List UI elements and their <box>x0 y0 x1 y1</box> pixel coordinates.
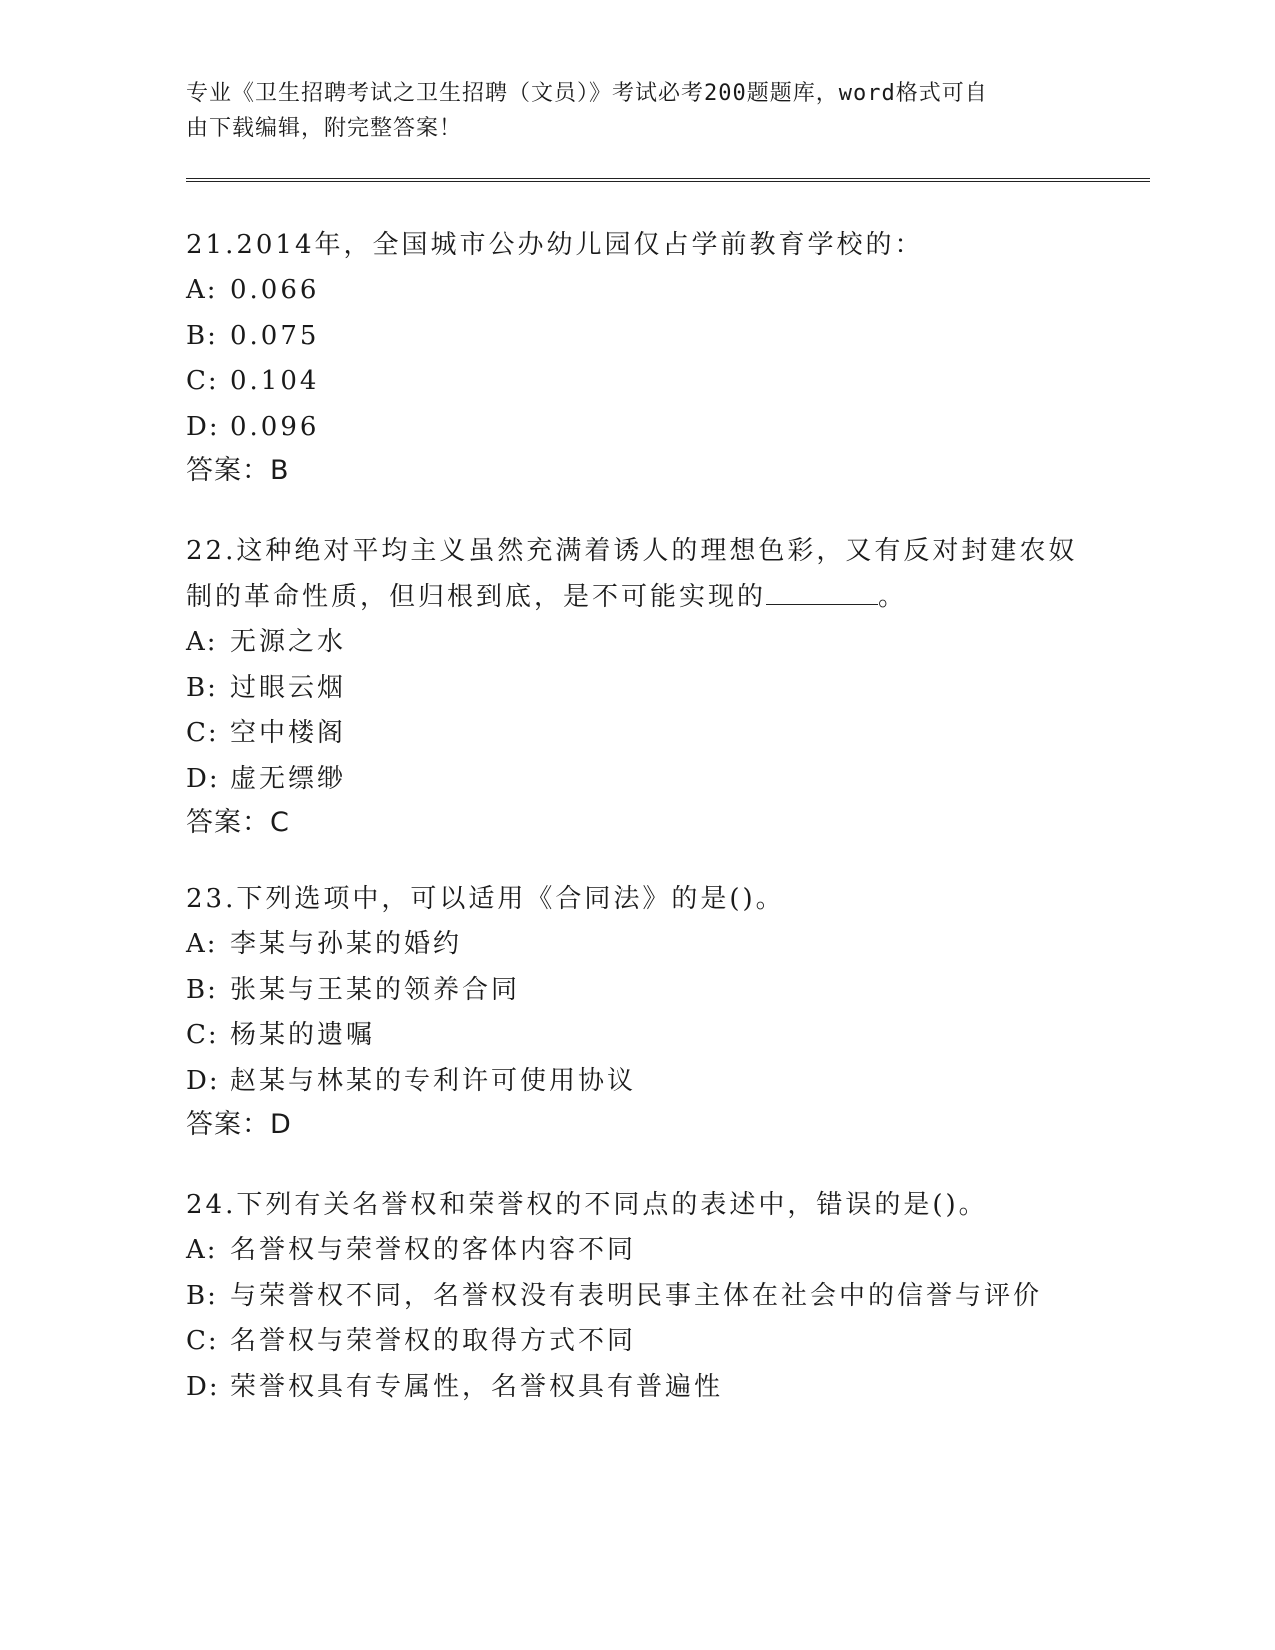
option-text: 空中楼阁 <box>230 718 347 748</box>
option-text: 名誉权与荣誉权的取得方式不同 <box>230 1326 637 1356</box>
fill-blank <box>766 584 878 605</box>
question-23 <box>186 876 1146 1146</box>
option-text: 李某与孙某的婚约 <box>230 929 463 959</box>
option-letter: A: <box>186 929 218 959</box>
option-letter: B: <box>186 974 218 1005</box>
option-a <box>186 922 1146 968</box>
option-text: 过眼云烟 <box>230 672 347 703</box>
option-letter: B: <box>186 1280 218 1311</box>
option-text: 0.104 <box>230 366 320 396</box>
option-c <box>186 1013 1146 1059</box>
option-letter: C: <box>186 1020 219 1050</box>
header-divider <box>186 178 1150 182</box>
option-d <box>186 405 1146 451</box>
option-letter: D: <box>186 1065 220 1096</box>
option-letter: A: <box>186 627 218 657</box>
option-b <box>186 1274 1146 1320</box>
option-a <box>186 268 1146 314</box>
answer: 答案：B <box>186 455 290 486</box>
option-a <box>186 620 1146 666</box>
option-b <box>186 968 1146 1014</box>
option-b <box>186 314 1146 360</box>
option-letter: B: <box>186 320 218 351</box>
option-text: 与荣誉权不同，名誉权没有表明民事主体在社会中的信誉与评价 <box>230 1280 1043 1311</box>
question-21 <box>186 222 1146 492</box>
option-letter: D: <box>186 411 220 442</box>
option-d <box>186 757 1146 803</box>
option-text: 0.096 <box>230 411 320 442</box>
document-header <box>186 76 1066 146</box>
option-text: 虚无缥缈 <box>230 763 347 794</box>
option-a <box>186 1228 1146 1274</box>
option-letter: C: <box>186 1326 219 1356</box>
header-line-1: 专业《卫生招聘考试之卫生招聘（文员）》考试必考200题题库，word格式可自 <box>186 81 988 106</box>
header-line-2: 由下载编辑，附完整答案！ <box>186 116 463 141</box>
option-text: 名誉权与荣誉权的客体内容不同 <box>230 1235 637 1265</box>
option-text: 赵某与林某的专利许可使用协议 <box>230 1065 637 1096</box>
answer: 答案：D <box>186 1109 292 1140</box>
option-letter: D: <box>186 763 220 794</box>
question-stem: 24.下列有关名誉权和荣誉权的不同点的表述中，错误的是()。 <box>186 1190 988 1220</box>
option-letter: B: <box>186 672 218 703</box>
option-d <box>186 1365 1146 1411</box>
option-text: 张某与王某的领养合同 <box>230 974 521 1005</box>
option-d <box>186 1059 1146 1105</box>
option-letter: A: <box>186 275 218 305</box>
option-letter: D: <box>186 1371 220 1402</box>
question-stem: 23.下列选项中，可以适用《合同法》的是()。 <box>186 884 785 914</box>
option-letter: C: <box>186 718 219 748</box>
option-text: 0.066 <box>230 275 320 305</box>
option-letter: A: <box>186 1235 218 1265</box>
option-text: 无源之水 <box>230 627 347 657</box>
option-c <box>186 1319 1146 1365</box>
option-text: 荣誉权具有专属性，名誉权具有普遍性 <box>230 1371 724 1402</box>
question-stem-line-2 <box>186 574 1146 620</box>
answer: 答案：C <box>186 807 290 838</box>
option-text: 0.075 <box>230 320 320 351</box>
option-text: 杨某的遗嘱 <box>230 1020 376 1050</box>
question-stem-line-1: 22.这种绝对平均主义虽然充满着诱人的理想色彩，又有反对封建农奴 <box>186 536 1078 566</box>
option-letter: C: <box>186 366 219 396</box>
stem-text: 制的革命性质，但归根到底，是不可能实现的 <box>186 582 767 612</box>
option-c <box>186 359 1146 405</box>
stem-end: 。 <box>878 582 908 612</box>
option-b <box>186 666 1146 712</box>
question-stem: 21.2014年，全国城市公办幼儿园仅占学前教育学校的： <box>186 230 924 260</box>
option-c <box>186 711 1146 757</box>
question-22 <box>186 528 1146 844</box>
question-24 <box>186 1182 1146 1410</box>
